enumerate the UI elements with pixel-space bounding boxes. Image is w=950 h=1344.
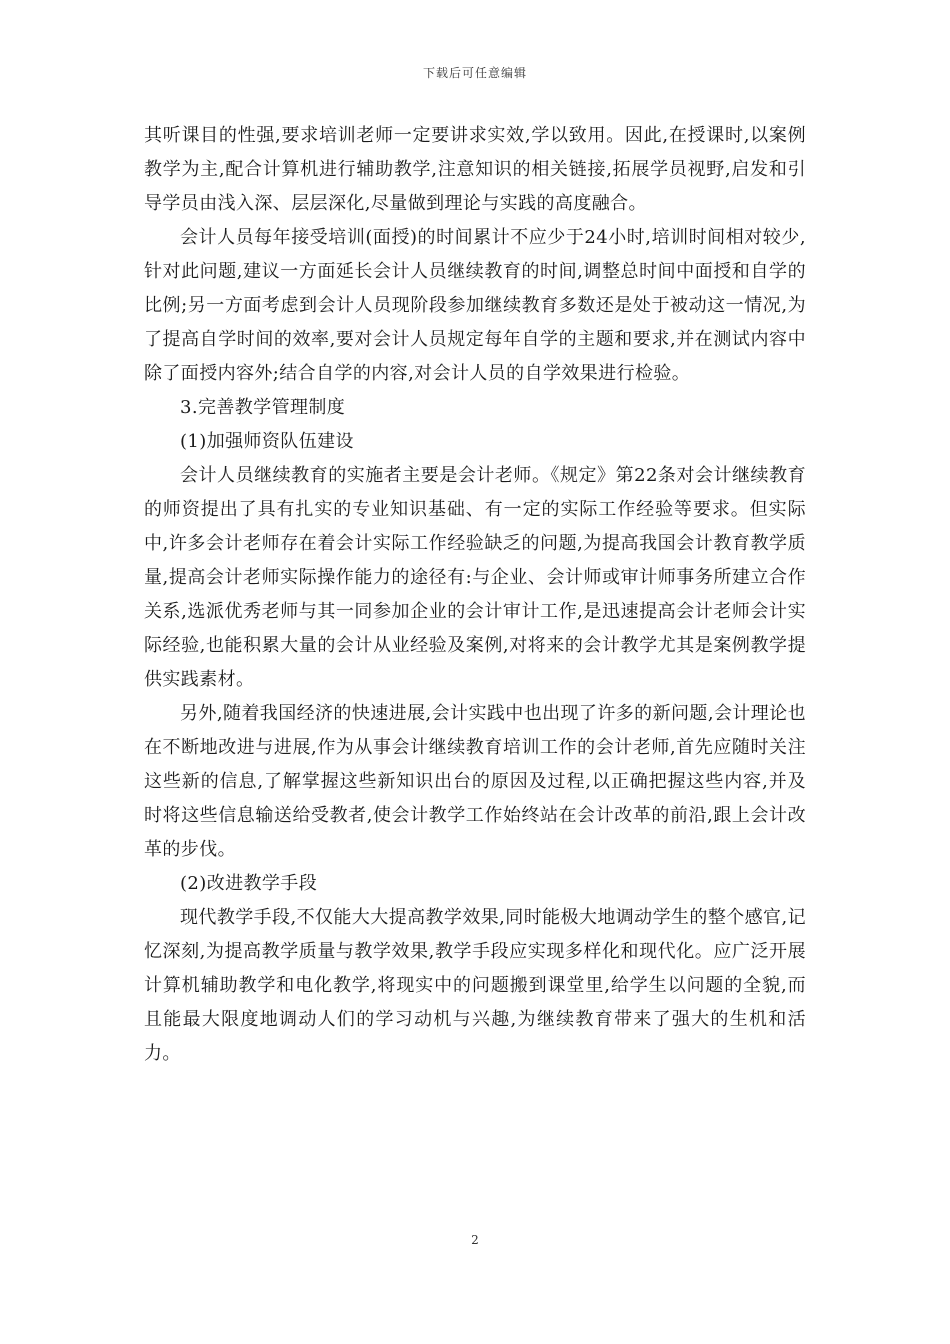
page-header: 下载后可任意编辑 [422,66,527,80]
subsection-heading-teaching-methods: (2)改进教学手段 [180,873,318,894]
paragraph-continuation: 其听课目的性强,要求培训老师一定要讲求实效,学以致用。因此,在授课时,以案例教学为主,配合计算机进行辅助教学,注意知识的相关链接,拓展学员视野,启发和引导学员由浅入深、层层深化,尽量做到理论与实践的高度融合。 [144,125,806,214]
paragraph-teacher-requirements: 会计人员继续教育的实施者主要是会计老师。《规定》第22条对会计继续教育的师资提出了具有扎实的专业知识基础、有一定的实际工作经验等要求。但实际中,许多会计老师存在着会计实际工作经验缺乏的问题,为提高我国会计教育教学质量,提高会计老师实际操作能力的途径有:与企业、会计师或审计师事务所建立合作关系,选派优秀老师与其一同参加企业的会计审计工作,是迅速提高会计老师会计实际经验,也能积累大量的会计从业经验及案例,对将来的会计教学尤其是案例教学提供实践素材。 [144,465,806,690]
subsection-heading-teacher-team: (1)加强师资队伍建设 [180,431,354,452]
paragraph-new-information: 另外,随着我国经济的快速进展,会计实践中也出现了许多的新问题,会计理论也在不断地改进与进展,作为从事会计继续教育培训工作的会计老师,首先应随时关注这些新的信息,了解掌握这些新知识出台的原因及过程,以正确把握这些内容,并及时将这些信息输送给受教者,使会计教学工作始终站在会计改革的前沿,跟上会计改革的步伐。 [144,703,806,860]
paragraph-modern-teaching: 现代教学手段,不仅能大大提高教学效果,同时能极大地调动学生的整个感官,记忆深刻,为提高教学质量与教学效果,教学手段应实现多样化和现代化。应广泛开展计算机辅助教学和电化教学,将现实中的问题搬到课堂里,给学生以问题的全貌,而且能最大限度地调动人们的学习动机与兴趣,为继续教育带来了强大的生机和活力。 [144,907,806,1064]
paragraph-training-hours: 会计人员每年接受培训(面授)的时间累计不应少于24小时,培训时间相对较少,针对此问题,建议一方面延长会计人员继续教育的时间,调整总时间中面授和自学的比例;另一方面考虑到会计人员现阶段参加继续教育多数还是处于被动这一情况,为了提高自学时间的效率,要对会计人员规定每年自学的主题和要求,并在测试内容中除了面授内容外;结合自学的内容,对会计人员的自学效果进行检验。 [144,227,806,384]
page-number: 2 [471,1233,479,1247]
document-body [144,119,806,1071]
section-heading-teaching-management: 3.完善教学管理制度 [180,397,346,418]
